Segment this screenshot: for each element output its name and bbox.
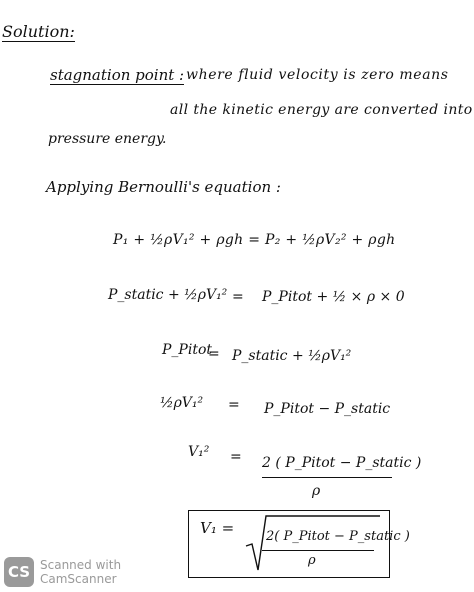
eq5-numerator: 2 ( P_Pitot − P_static ) [262,455,422,471]
watermark-line-2: CamScanner [40,572,117,586]
solution-heading: Solution: [2,22,75,41]
bernoulli-equation: P₁ + ½ρV₁² + ρgh = P₂ + ½ρV₂² + ρgh [113,232,396,248]
answer-denominator: ρ [308,553,316,568]
definition-line-3: pressure energy. [48,131,167,147]
eq3-equals: = [208,346,220,362]
eq4-right: P_Pitot − P_static [264,401,391,417]
definition-term: stagnation point : [50,66,185,84]
eq3-right: P_static + ½ρV₁² [232,348,352,364]
eq4-left: ½ρV₁² [160,395,204,411]
definition-line-2: all the kinetic energy are converted into [170,102,473,118]
eq5-equals: = [230,449,242,465]
applying-bernoulli: Applying Bernoulli's equation : [46,178,281,196]
answer-numerator: 2( P_Pitot − P_static ) [266,529,410,544]
answer-fraction-bar [262,550,374,551]
eq4-equals: = [228,397,240,413]
eq5-fraction-bar [262,477,392,478]
eq5-denominator: ρ [312,483,321,499]
eq5-left: V₁² [188,444,210,460]
camscanner-watermark [40,558,121,586]
eq2-left: P_static + ½ρV₁² [108,287,228,303]
eq2-right: P_Pitot + ½ × ρ × 0 [262,289,405,305]
watermark-line-1: Scanned with [40,558,122,572]
definition-line-1: where fluid velocity is zero means [186,67,449,83]
eq3-left: P_Pitot [162,342,212,358]
eq2-equals: = [232,289,244,305]
answer-left: V₁ = [200,519,235,537]
camscanner-logo: CS [4,557,34,587]
